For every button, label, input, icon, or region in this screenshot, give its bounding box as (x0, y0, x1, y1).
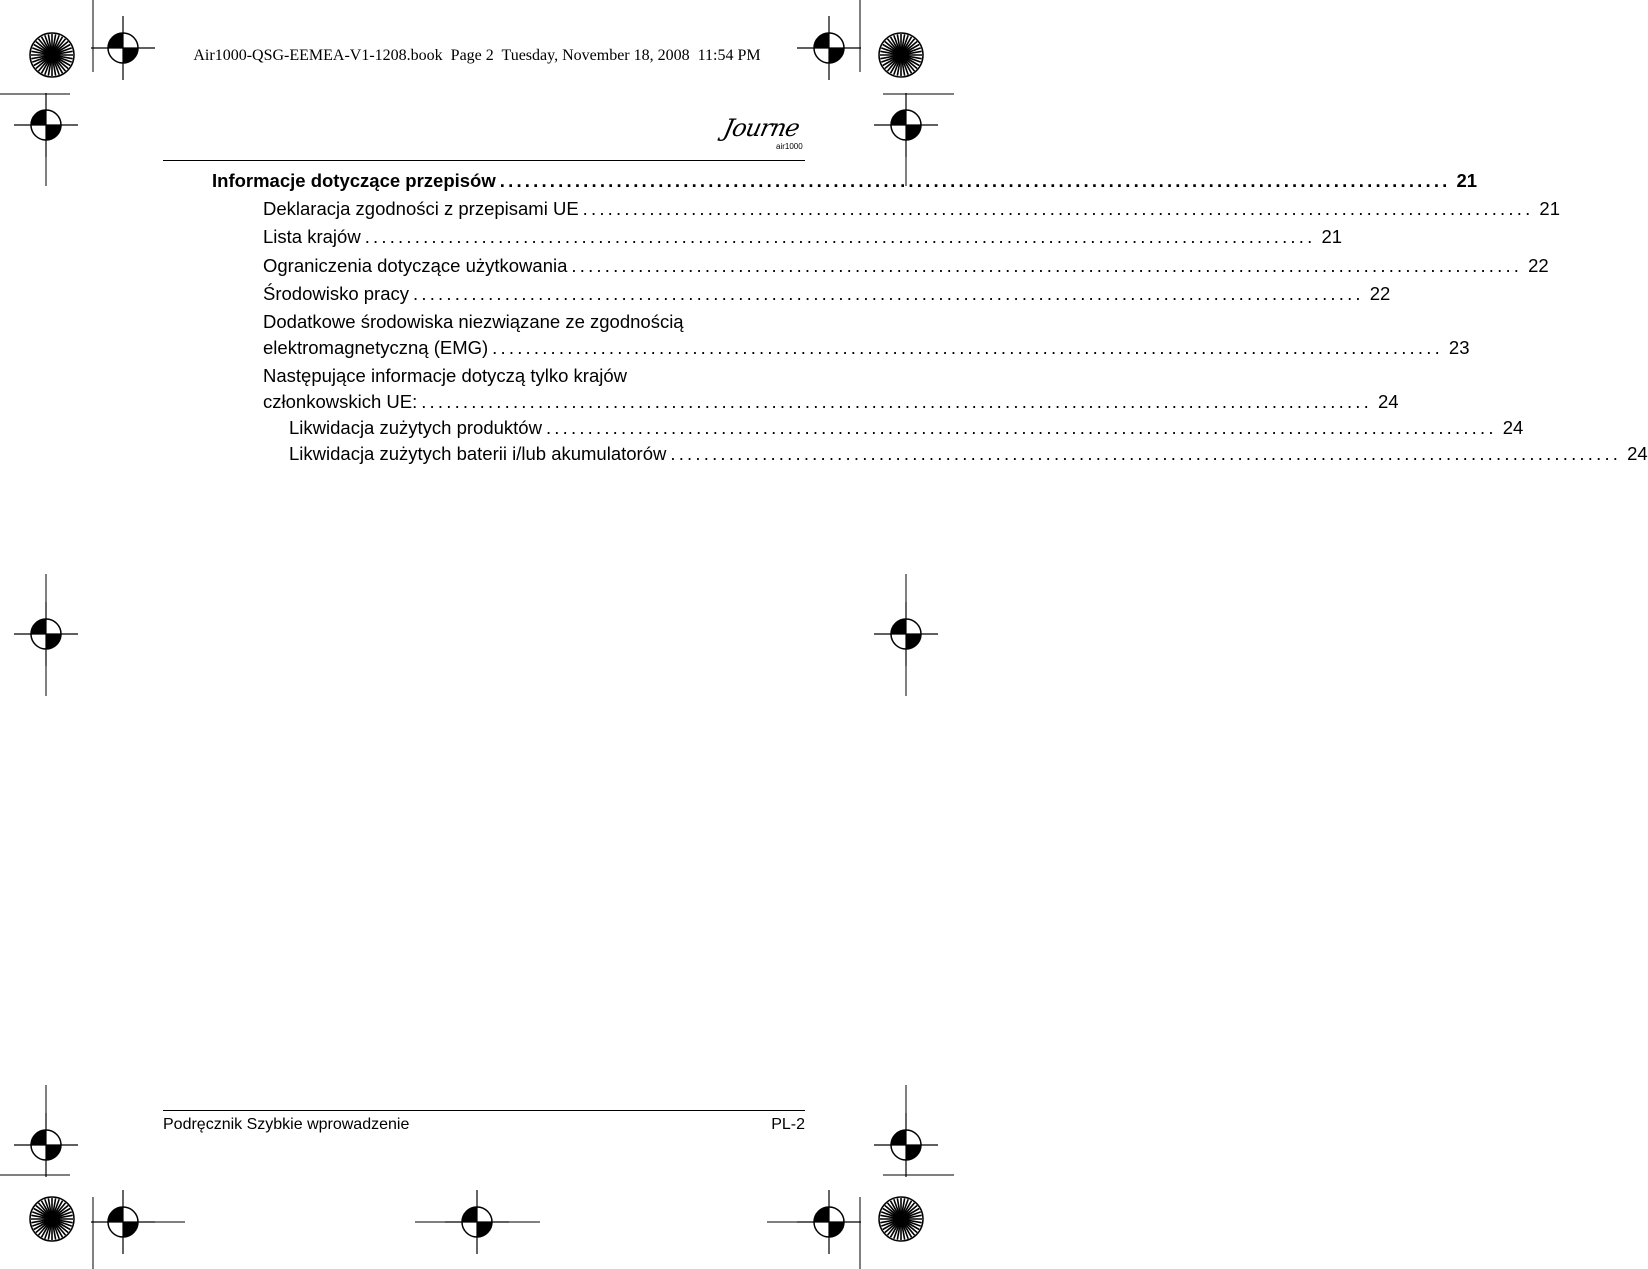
toc-entry-label: Lista krajów (263, 226, 361, 247)
header-rule (163, 160, 805, 161)
toc-page-number: 21 (1539, 198, 1560, 219)
toc-entry[interactable]: Likwidacja zużytych produktów .................................................................................................................. 24 (289, 417, 1524, 438)
toc-page-number: 24 (1377, 391, 1399, 412)
toc-page-number: 21 (1321, 226, 1343, 247)
logo-script: Journe (721, 114, 802, 142)
toc-entry-label: Likwidacja zużytych baterii i/lub akumulatorów (289, 443, 667, 464)
toc-entry[interactable]: Lista krajów .................................................................................................................. 21 (263, 226, 1343, 247)
toc-entry[interactable]: członkowskich UE: .................................................................................................................. 24 (263, 391, 1399, 412)
toc-entry[interactable]: Ograniczenia dotyczące użytkowania .................................................................................................................. 22 (263, 255, 1549, 276)
toc-entry-label: Informacje dotyczące przepisów (212, 170, 496, 191)
toc-page-number: 22 (1528, 255, 1549, 276)
toc-entry-label: elektromagnetyczną (EMG) (263, 337, 489, 358)
star-target-bottom-left (30, 1197, 74, 1241)
toc-page-number: 21 (1456, 170, 1478, 191)
toc-entry-label-line1: Następujące informacje dotyczą tylko krajów (263, 365, 627, 386)
slug-line: Air1000-QSG-EEMEA-V1-1208.book Page 2 Tuesday, November 18, 2008 11:54 PM (193, 47, 761, 64)
toc-page-number: 22 (1369, 283, 1391, 304)
toc-page-number: 24 (1627, 443, 1648, 464)
journe-logo (721, 112, 808, 160)
footer-rule (163, 1110, 805, 1111)
star-target-bottom-right (879, 1197, 923, 1241)
toc-page-number: 24 (1502, 417, 1524, 438)
toc-entry-label: Deklaracja zgodności z przepisami UE (263, 198, 579, 219)
toc-entry-label: członkowskich UE: (263, 391, 418, 412)
logo-subtext: air1000 (776, 142, 803, 151)
toc-entry-label: Ograniczenia dotyczące użytkowania (263, 255, 568, 276)
toc-entry-label: Likwidacja zużytych produktów (289, 417, 542, 438)
toc-entry[interactable]: elektromagnetyczną (EMG) .................................................................................................................. 23 (263, 337, 1470, 358)
footer-page-label: PL-2 (771, 1116, 805, 1133)
toc-entry[interactable]: Informacje dotyczące przepisów .................................................................................................................. 21 (212, 170, 1478, 191)
toc-entry[interactable]: Deklaracja zgodności z przepisami UE .................................................................................................................. 21 (263, 198, 1560, 219)
toc-entry-label-line1: Dodatkowe środowiska niezwiązane ze zgodnością (263, 311, 684, 332)
toc-entry[interactable]: Likwidacja zużytych baterii i/lub akumulatorów .................................................................................................................. 24 (289, 443, 1648, 464)
toc-page-number: 23 (1448, 337, 1470, 358)
footer-title: Podręcznik Szybkie wprowadzenie (163, 1116, 410, 1133)
toc-entry-label: Środowisko pracy (263, 283, 410, 304)
toc-entry[interactable]: Środowisko pracy .................................................................................................................. 22 (263, 283, 1391, 304)
